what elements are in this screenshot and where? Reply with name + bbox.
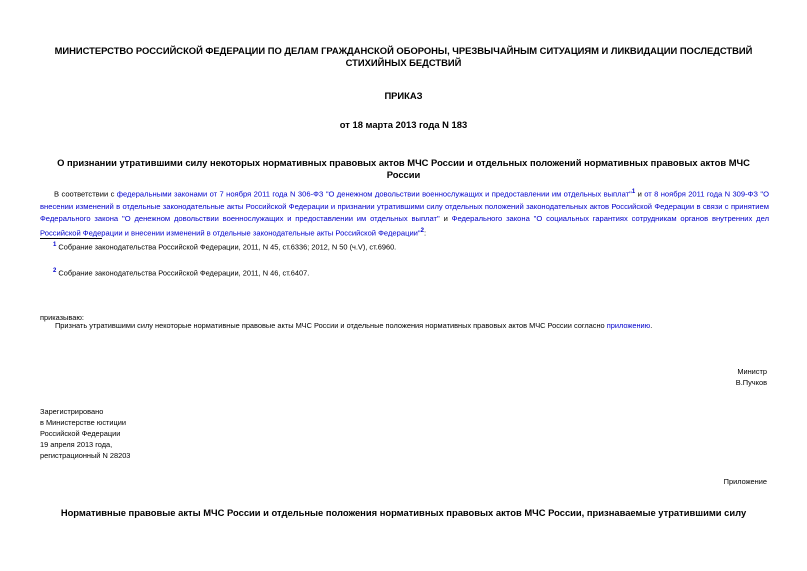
- intro-paragraph: [40, 186, 769, 239]
- appendix-link[interactable]: приложению: [606, 321, 651, 330]
- footnote-1-text: Собрание законодательства Российской Федерации, 2011, N 45, ст.6336; 2012, N 50 (ч.V), ст.6960.: [56, 242, 397, 252]
- order-operative-word: приказываю:: [40, 313, 84, 322]
- signer-name: В.Пучков: [735, 378, 767, 387]
- footnote-ref-1[interactable]: 1: [631, 189, 636, 195]
- registration-line-2: в Министерстве юстиции: [40, 418, 127, 427]
- decision-paragraph: [55, 321, 652, 331]
- decision-text: Признать утратившими силу некоторые нормативные правовые акты МЧС России и отдельные положения нормативных правовых актов МЧС России согласно: [55, 321, 607, 330]
- order-type: ПРИКАЗ: [384, 90, 423, 101]
- law-309-link[interactable]: от 8 ноября 2011 года N 309-ФЗ "О внесении изменений в отдельные законодательные акты Российской Федерации и признании утратившими силу отдельных положений законодательных актов Российской Федерации в связи с принятием Федерального закона "О денежном довольствии военнослужащих и предоставлении им отдельных выплат": [40, 189, 769, 223]
- signer-position: Министр: [737, 367, 767, 376]
- intro-text-3: и: [439, 213, 452, 223]
- intro-text-2: и: [635, 189, 645, 199]
- footnote-1: [53, 242, 396, 252]
- footnote-mark-1: 1: [53, 242, 57, 248]
- footnote-2-text: Собрание законодательства Российской Федерации, 2011, N 46, ст.6407.: [56, 268, 310, 278]
- footnote-mark-2: 2: [53, 268, 57, 274]
- footnote-2: [53, 268, 309, 278]
- law-306-link[interactable]: федеральными законами от 7 ноября 2011 года N 306-ФЗ "О денежном довольствии военнослужащих и предоставлении им отдельных выплат": [116, 189, 632, 199]
- social-guarantees-law-link[interactable]: Федерального закона "О социальных гарантиях сотрудникам органов внутренних дел Российской Федерации и внесении изменений в отдельные законодательные акты Российской Федерации": [40, 213, 770, 238]
- ministry-header: МИНИСТЕРСТВО РОССИЙСКОЙ ФЕДЕРАЦИИ ПО ДЕЛАМ ГРАЖДАНСКОЙ ОБОРОНЫ, ЧРЕЗВЫЧАЙНЫМ СИТУАЦИЯМ И ЛИКВИДАЦИИ ПОСЛЕДСТВИЙ СТИХИЙНЫХ БЕДСТВИЙ: [54, 45, 753, 68]
- registration-block: [40, 406, 130, 461]
- registration-line-5: регистрационный N 28203: [40, 451, 131, 460]
- footnote-ref-2[interactable]: 2: [420, 227, 424, 234]
- order-date: от 18 марта 2013 года N 183: [339, 119, 468, 130]
- appendix-label: Приложение: [723, 477, 767, 486]
- footnote-divider: [40, 238, 102, 239]
- intro-text-1: В соответствии с: [54, 189, 117, 199]
- decision-end: .: [650, 321, 653, 330]
- registration-line-1: Зарегистрировано: [40, 407, 104, 416]
- registration-line-3: Российской Федерации: [40, 429, 121, 438]
- intro-text-4: :: [423, 228, 427, 238]
- appendix-title: Нормативные правовые акты МЧС России и отдельные положения нормативных правовых актов МЧС России, признаваемые утратившими силу: [60, 507, 747, 518]
- registration-line-4: 19 апреля 2013 года,: [40, 440, 113, 449]
- document-title: О признании утратившими силу некоторых нормативных правовых актов МЧС России и отдельных положений нормативных правовых актов МЧС России: [57, 157, 750, 181]
- signature-block: [736, 366, 767, 388]
